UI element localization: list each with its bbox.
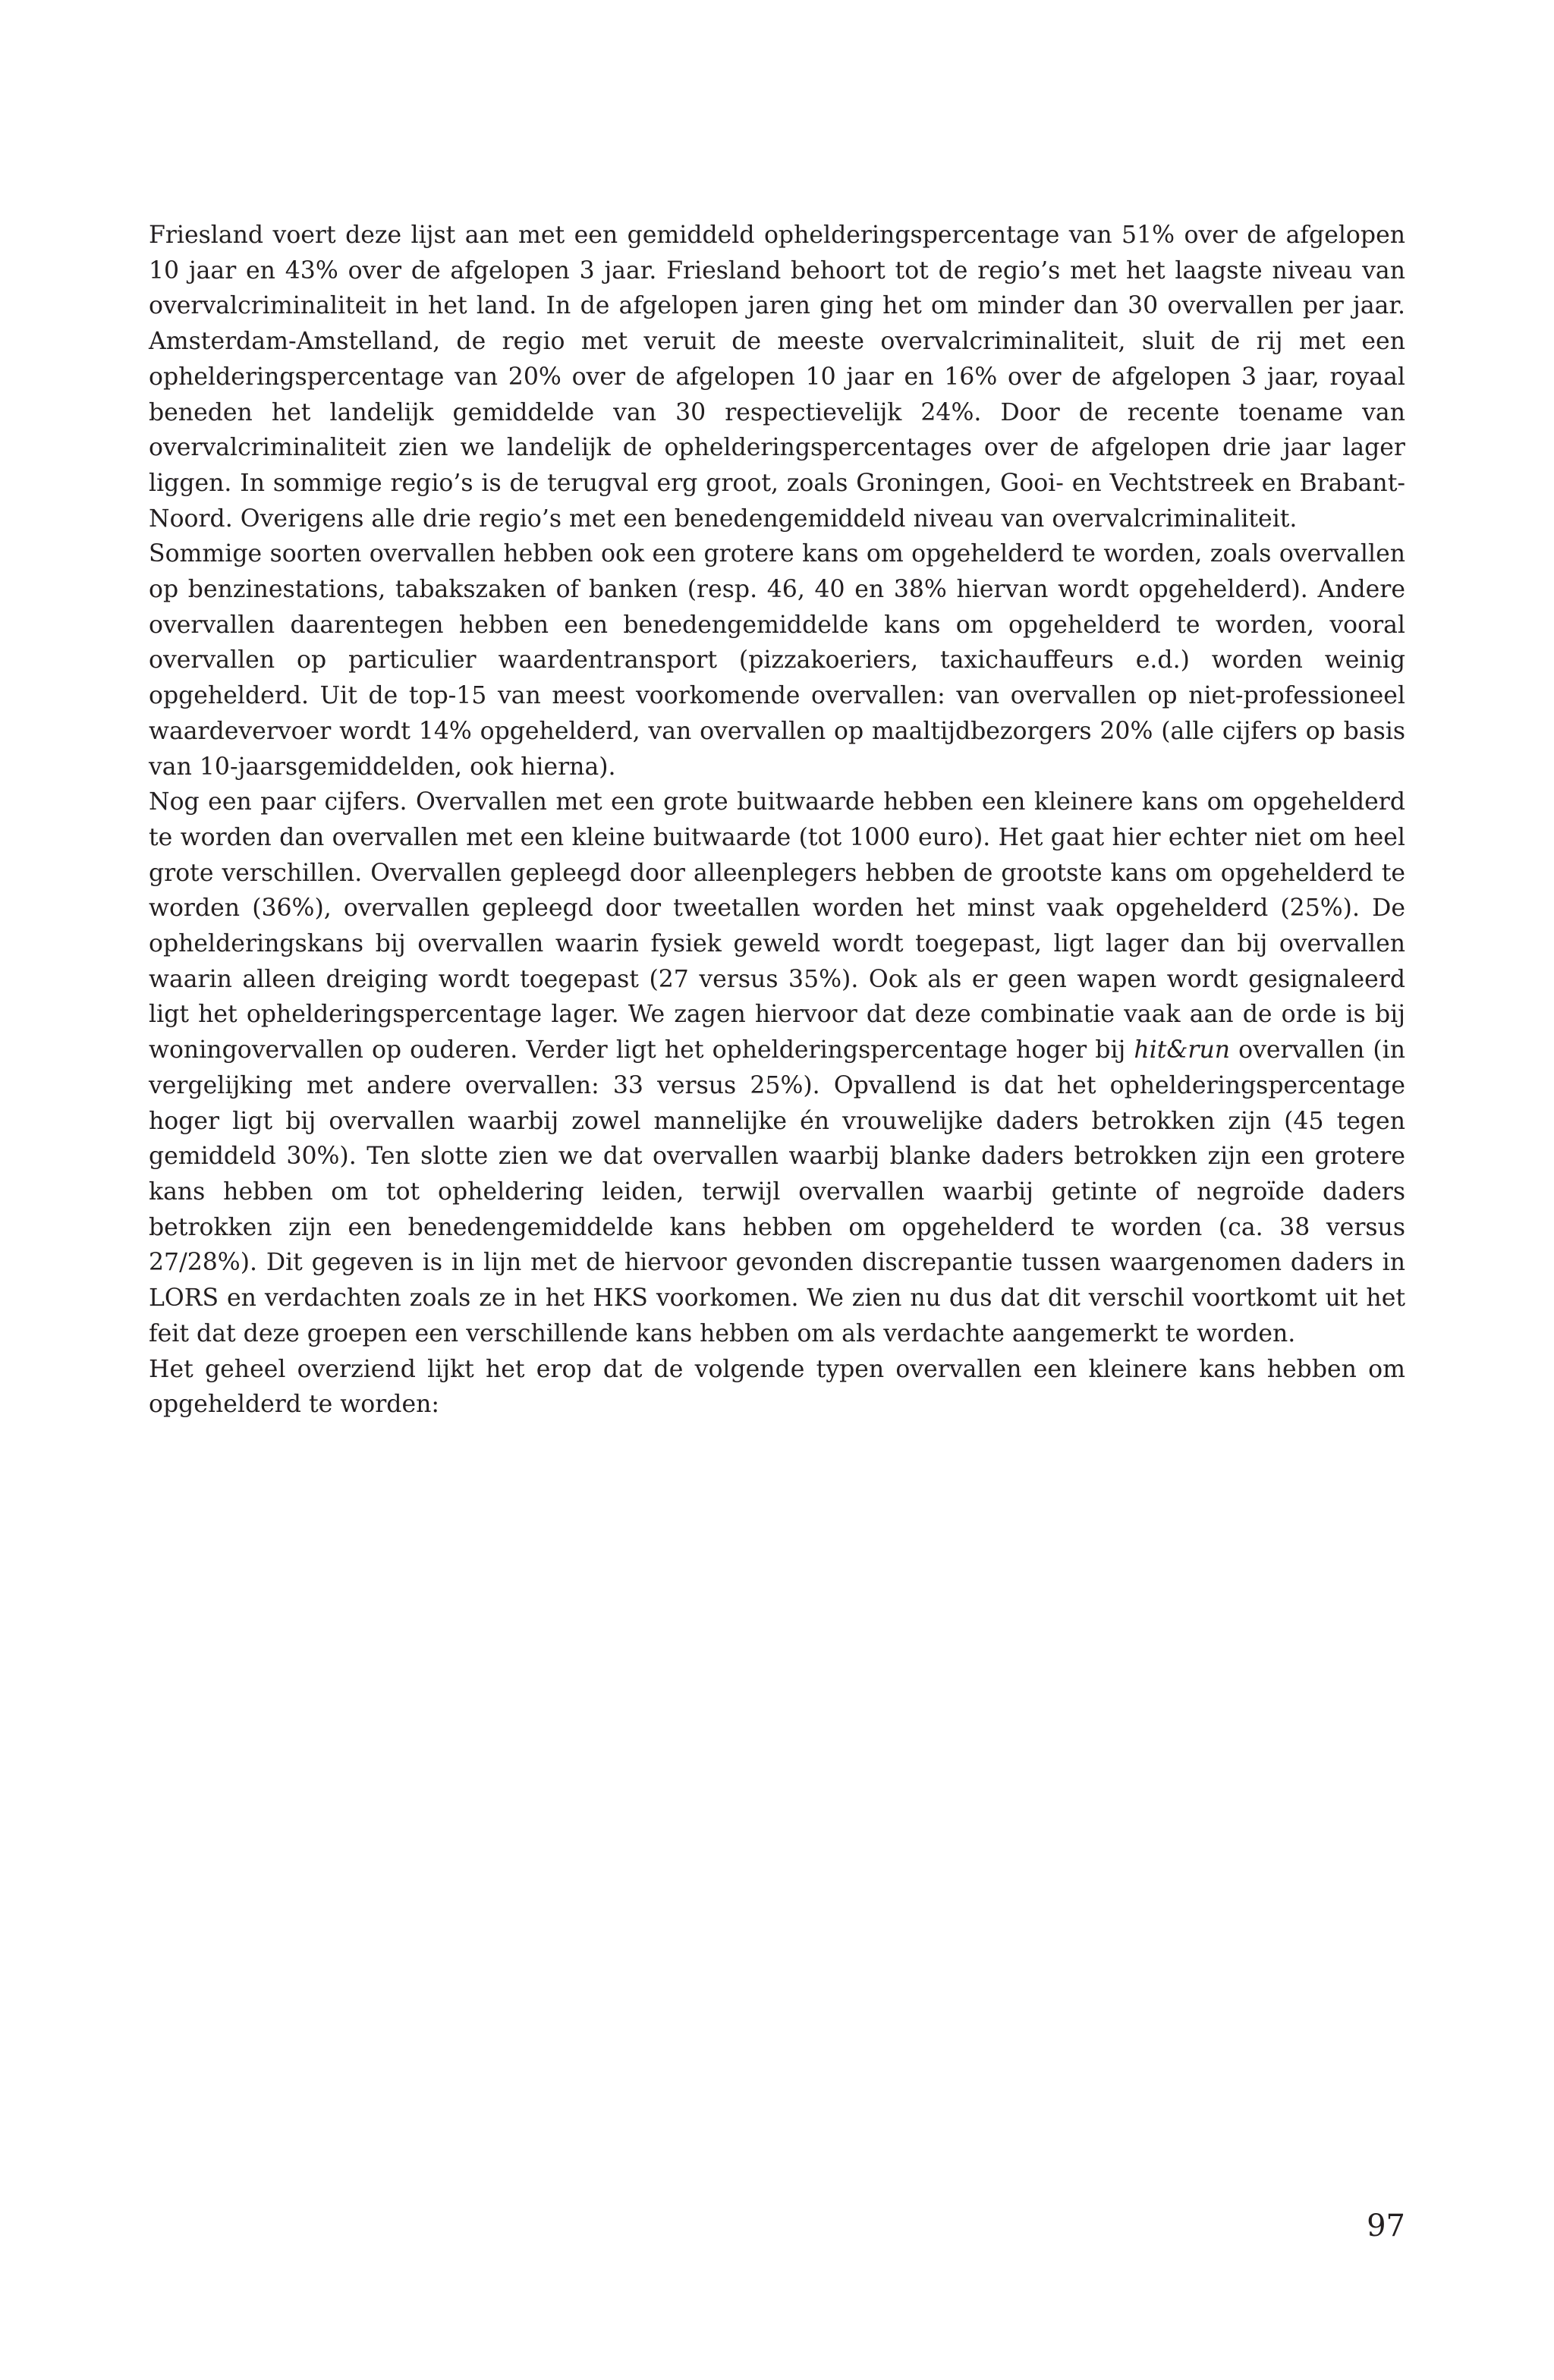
page-number: 97 — [1367, 2209, 1405, 2243]
paragraph-additional-figures — [149, 784, 1405, 1351]
paragraph-text-after: overvallen (in vergelijking met andere overvallen: 33 versus 25%). Opvallend is dat het ophelderingspercentage hoger ligt bij overvallen waarbij zowel mannelijke én vrouwelijke daders betrokken zijn (45 tegen gemiddeld 30%). Ten slotte zien we dat overvallen waarbij blanke daders betrokken zijn een grotere kans hebben om tot opheldering leiden, terwijl overvallen waarbij getinte of negroïde daders betrokken zijn een benedengemiddelde kans hebben om opgehelderd te worden (ca. 38 versus 27/28%). Dit gegeven is in lijn met de hiervoor gevonden discrepantie tussen waargenomen daders in LORS en verdachten zoals ze in het HKS voorkomen. We zien nu dus dat dit verschil voortkomt uit het feit dat deze groepen een verschillende kans hebben om als verdachte aangemerkt te worden. — [149, 1036, 1405, 1347]
paragraph-conclusion: Het geheel overziend lijkt het erop dat de volgende typen overvallen een kleinere kans hebben om opgehelderd te worden: — [149, 1355, 1405, 1419]
paragraph-text-before: Nog een paar cijfers. Overvallen met een grote buitwaarde hebben een kleinere kans om opgehelderd te worden dan overvallen met een kleine buitwaarde (tot 1000 euro). Het gaat hier echter niet om heel grote verschillen. Overvallen gepleegd door alleenplegers hebben de grootste kans om opgehelderd te worden (36%), overvallen gepleegd door tweetallen worden het minst vaak opgehelderd (25%). De ophelderingskans bij overvallen waarin fysiek geweld wordt toegepast, ligt lager dan bij overvallen waarin alleen dreiging wordt toegepast (27 versus 35%). Ook als er geen wapen wordt gesignaleerd ligt het ophelderingspercentage lager. We zagen hiervoor dat deze combinatie vaak aan de orde is bij woningovervallen op ouderen. Verder ligt het ophelderingspercentage hoger bij — [149, 788, 1405, 1064]
paragraph-robbery-types: Sommige soorten overvallen hebben ook een grotere kans om opgehelderd te worden, zoals overvallen op benzinestations, tabakszaken of banken (resp. 46, 40 en 38% hiervan wordt opgehelderd). Andere overvallen daarentegen hebben een benedengemiddelde kans om opgehelderd te worden, vooral overvallen op particulier waardentransport (pizzakoeriers, taxichauffeurs e.d.) worden weinig opgehelderd. Uit de top-15 van meest voorkomende overvallen: van overvallen op niet-professioneel waardevervoer wordt 14% opgehelderd, van overvallen op maaltijdbezorgers 20% (alle cijfers op basis van 10-jaarsgemiddelden, ook hierna). — [149, 540, 1405, 781]
paragraph-regional-clearance: Friesland voert deze lijst aan met een gemiddeld ophelderingspercentage van 51% over de afgelopen 10 jaar en 43% over de afgelopen 3 jaar. Friesland behoort tot de regio’s met het laagste niveau van overvalcriminaliteit in het land. In de afgelopen jaren ging het om minder dan 30 overvallen per jaar. Amsterdam-Amstelland, de regio met veruit de meeste overvalcriminaliteit, sluit de rij met een ophelderingspercentage van 20% over de afgelopen 10 jaar en 16% over de afgelopen 3 jaar, royaal beneden het landelijk gemiddelde van 30 respectievelijk 24%. Door de recente toename van overvalcriminaliteit zien we landelijk de ophelderingspercentages over de afgelopen drie jaar lager liggen. In sommige regio’s is de terugval erg groot, zoals Groningen, Gooi- en Vechtstreek en Brabant-Noord. Overigens alle drie regio’s met een benedengemiddeld niveau van overvalcriminaliteit. — [149, 222, 1405, 533]
emphasis-hit-and-run: hit&run — [1134, 1036, 1231, 1064]
body-text — [149, 218, 1405, 1423]
